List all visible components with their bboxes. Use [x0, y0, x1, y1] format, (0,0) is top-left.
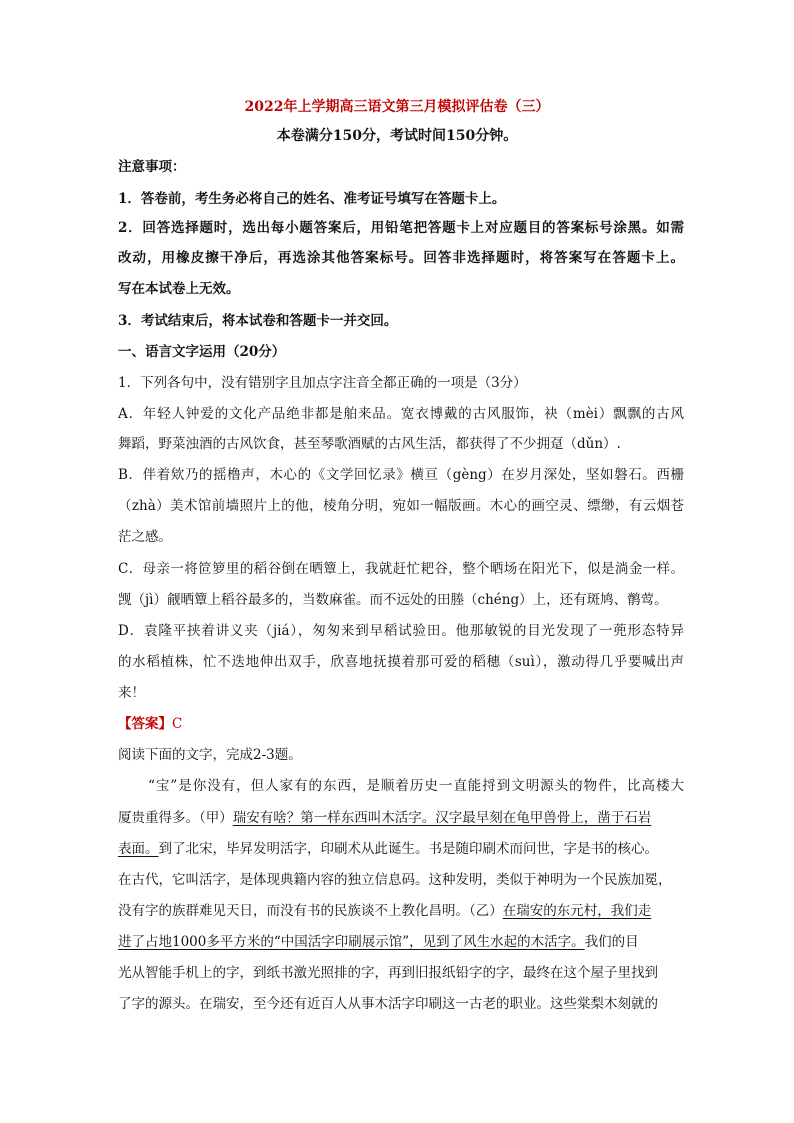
- passage-line-6: [118, 932, 684, 952]
- option-a-line-2: 舞蹈，野菜浊酒的古风饮食，甚至琴歌酒赋的古风生活，都获得了不少拥趸（dǔn）.: [118, 436, 621, 452]
- answer-line: [118, 714, 684, 734]
- note-2-line-2: 改动，用橡皮擦干净后，再选涂其他答案标号。回答非选择题时，将答案写在答题卡上。: [118, 250, 684, 266]
- passage-line-6-text: 我们的目: [584, 934, 639, 950]
- exam-subtitle: 本卷满分150分，考试时间150分钟。: [276, 128, 518, 144]
- option-b-line-2: （zhà）美术馆前墙照片上的他，棱角分明，宛如一幅版画。木心的画空灵、缥缈，有云烟苍: [118, 498, 684, 514]
- answer-value: C: [172, 716, 183, 732]
- passage-line-1: “宝”是你没有，但人家有的东西，是顺着历史一直能捋到文明源头的物件，比高楼大: [148, 778, 684, 794]
- passage-line-5: [118, 901, 684, 921]
- passage-underline-jia: 瑞安有啥？第一样东西叫木活字。汉字最早刻在龟甲兽骨上，凿于石岩: [232, 810, 652, 826]
- note-2-line-1: 2．回答选择题时，选出每小题答案后，用铅笔把答题卡上对应题目的答案标号涂黑。如需: [118, 220, 684, 236]
- question-1-stem: 1．下列各句中，没有错别字且加点字注音全都正确的一项是（3分）: [118, 375, 527, 391]
- option-b-line-3: 茫之感。: [118, 529, 172, 545]
- passage-line-2-text: 厦贵重得多。（甲）: [118, 810, 233, 826]
- passage-line-7: 光从智能手机上的字，到纸书激光照排的字，再到旧报纸铅字的字，最终在这个屋子里找到: [118, 965, 658, 981]
- passage-line-3: [118, 839, 684, 859]
- note-3: 3．考试结束后，将本试卷和答题卡一并交回。: [118, 313, 398, 329]
- passage-underline-yi-end: 进了占地1000多平方米的“中国活字印刷展示馆”，见到了风生水起的木活字。: [118, 934, 585, 950]
- notes-heading: 注意事项：: [118, 159, 186, 175]
- passage-line-3-text: 到了北宋，毕昇发明活字，印刷术从此诞生。书是随印刷术而问世，字是书的核心。: [158, 841, 658, 857]
- option-c-line-1: C．母亲一将笸箩里的稻谷倒在晒簟上，我就赶忙耙谷，整个晒场在阳光下，似是淌金一样。: [118, 561, 684, 577]
- passage-underline-jia-end: 表面。: [118, 841, 159, 857]
- passage-underline-yi: 在瑞安的东元村，我们走: [502, 903, 652, 919]
- note-2-line-3: 写在本试卷上无效。: [118, 281, 240, 297]
- option-a-line-1: A．年轻人钟爱的文化产品绝非都是舶来品。宽衣博戴的古风服饰，袂（mèi）飘飘的古风: [118, 406, 684, 422]
- passage-line-8: 了字的源头。在瑞安，至今还有近百人从事木活字印刷这一古老的职业。这些棠梨木刻就的: [118, 996, 658, 1012]
- passage-line-5-text: 没有字的族群难见天日，而没有书的民族谈不上教化昌明。（乙）: [118, 903, 503, 919]
- exam-title: 2022年上学期高三语文第三月模拟评估卷（三）: [244, 99, 550, 115]
- answer-tag: 【答案】: [118, 716, 172, 732]
- option-d-line-3: 来！: [118, 685, 145, 701]
- note-1: 1．答卷前，考生务必将自己的姓名、准考证号填写在答题卡上。: [118, 191, 506, 207]
- option-d-line-2: 的水稻植株，忙不迭地伸出双手，欣喜地抚摸着那可爱的稻穗（suì），激动得几乎要喊出声: [118, 654, 684, 670]
- reading-intro: 阅读下面的文字，完成2-3题。: [118, 747, 302, 763]
- option-c-line-2: 觊（jì）觎晒簟上稻谷最多的，当数麻雀。而不远处的田塍（chéng）上，还有斑鸠、鹡莺。: [118, 592, 668, 608]
- passage-line-4: 在古代，它叫活字，是体现典籍内容的独立信息码。这种发明，类似于神明为一个民族加冕，: [118, 872, 672, 888]
- section-1-heading: 一、语言文字运用（20分）: [118, 344, 286, 360]
- option-b-line-1: B．伴着欸乃的摇橹声，木心的《文学回忆录》横亘（gèng）在岁月深处，坚如磐石。西栅: [118, 467, 684, 483]
- option-d-line-1: D．袁隆平挟着讲义夹（jiá），匆匆来到早稻试验田。他那敏锐的目光发现了一蔸形态特异: [118, 623, 684, 639]
- passage-line-2: [118, 808, 684, 828]
